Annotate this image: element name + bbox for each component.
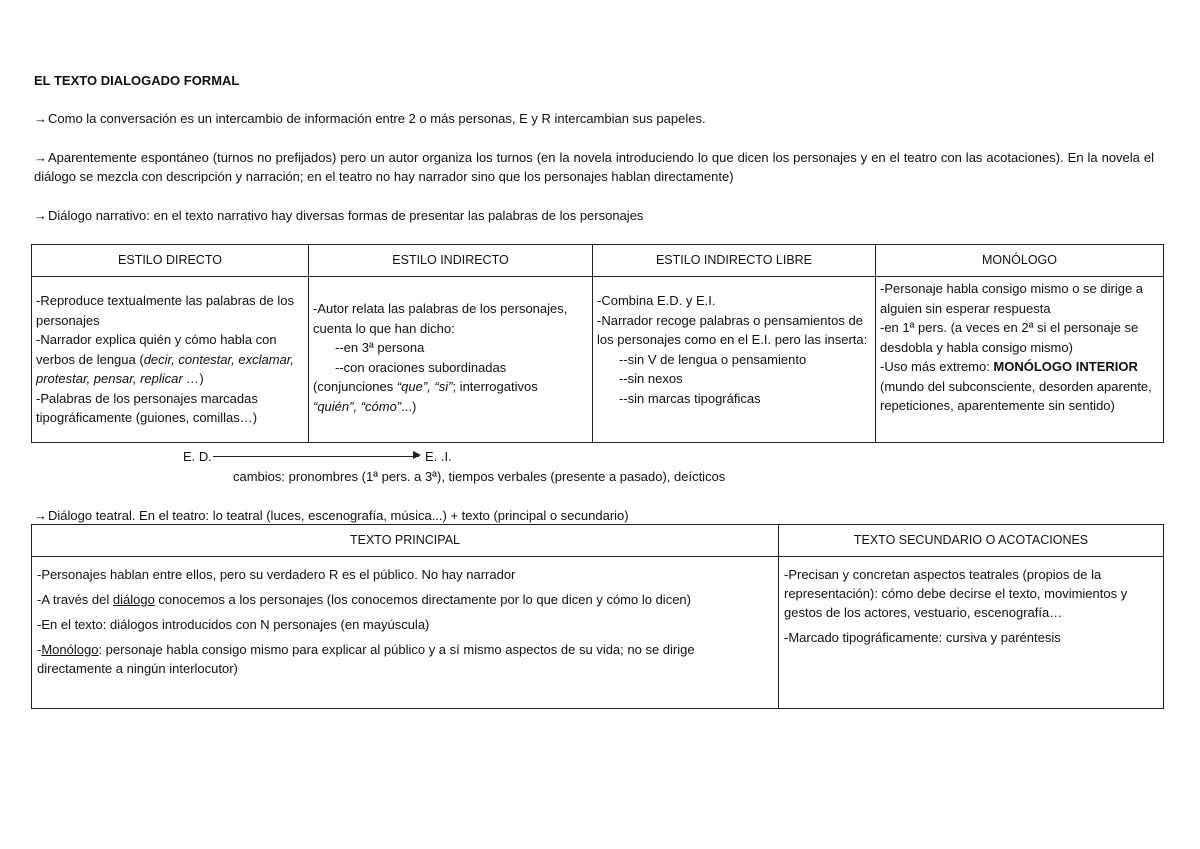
header-estilo-indirecto: ESTILO INDIRECTO: [309, 245, 593, 277]
paragraph-intercambio-text: Como la conversación es un intercambio de información entre 2 o más personas, E y R intercambian sus papeles.: [48, 111, 706, 126]
paragraph-espontaneo-text: Aparentemente espontáneo (turnos no prefijados) pero un autor organiza los turnos (en la novela introduciendo lo que dicen los personajes y en el teatro con las acotaciones). En la novela el diálogo se mezcla con descripción y narración; en el teatro no hay narrador sino que los personajes hablan directamente): [34, 150, 1154, 184]
estilos-body-row: [32, 277, 1164, 443]
indirecto-conjunciones-ejemplo: “que”, “si”: [396, 379, 453, 394]
principal-dialogo-term: diálogo: [112, 592, 155, 607]
header-monologo: MONÓLOGO: [876, 245, 1164, 277]
ed-to-ei-arrow-line: [213, 456, 419, 457]
paragraph-dialogo-narrativo-text: Diálogo narrativo: en el texto narrativo hay diversas formas de presentar las palabras de los personajes: [48, 208, 644, 223]
secundario-p2: -Marcado tipográficamente: cursiva y paréntesis: [784, 630, 1061, 645]
libre-line-4: --sin nexos: [619, 371, 683, 386]
monologo-line-3: [880, 357, 1159, 377]
directo-line-2-end: ): [199, 371, 204, 386]
indirecto-line-5: [313, 397, 588, 417]
monologo-line-1: -Personaje habla consigo mismo o se dirige a alguien sin esperar respuesta: [880, 281, 1144, 316]
document-title: EL TEXTO DIALOGADO FORMAL: [34, 73, 240, 88]
directo-verbos-ejemplo: decir, contestar, exclamar, protestar, pensar, replicar …: [36, 351, 294, 386]
header-texto-principal: TEXTO PRINCIPAL: [32, 525, 779, 557]
texto-teatral-body-row: [32, 557, 1164, 709]
cell-texto-secundario: [779, 557, 1164, 709]
ei-label: E. .I.: [425, 449, 452, 464]
indirecto-line-5-end: ...): [401, 398, 417, 414]
ed-label: E. D.: [183, 449, 212, 464]
indirecto-line-4-text: (conjunciones: [313, 379, 397, 394]
arrow-icon: →: [34, 111, 47, 126]
cell-estilo-indirecto: [309, 277, 593, 443]
cell-texto-principal: [32, 557, 779, 709]
monologo-line-2: -en 1ª pers. (a veces en 2ª si el personaje se desdobla y habla consigo mismo): [880, 320, 1139, 355]
libre-line-1: -Combina E.D. y E.I.: [597, 293, 716, 308]
libre-line-3: --sin V de lengua o pensamiento: [619, 351, 807, 367]
monologo-interior-label: MONÓLOGO INTERIOR: [993, 359, 1138, 374]
directo-line-2: [36, 330, 304, 389]
paragraph-dialogo-teatral: [34, 506, 1154, 525]
principal-monologo-term: Monólogo: [41, 642, 99, 657]
cell-estilo-indirecto-libre: [593, 277, 876, 443]
principal-p2: [37, 590, 773, 609]
texto-teatral-header-row: [32, 525, 1164, 557]
paragraph-dialogo-narrativo: [34, 206, 1154, 225]
estilos-table: [31, 244, 1164, 443]
indirecto-line-3: --con oraciones subordinadas: [335, 359, 507, 375]
principal-p1: -Personajes hablan entre ellos, pero su verdadero R es el público. No hay narrador: [37, 567, 516, 582]
principal-p3: -En el texto: diálogos introducidos con N personajes (en mayúscula): [37, 617, 430, 632]
directo-line-3: -Palabras de los personajes marcadas tipográficamente (guiones, comillas…): [36, 390, 258, 425]
arrow-icon: →: [34, 508, 47, 523]
libre-line-2: -Narrador recoge palabras o pensamientos de los personajes como en el E.I. pero las inserta:: [597, 312, 868, 347]
secundario-p1: -Precisan y concretan aspectos teatrales (propios de la representación): cómo debe decirse el texto, movimientos y gestos de los actores, vestuario, escenografía…: [784, 567, 1128, 620]
indirecto-line-2: --en 3ª persona: [335, 340, 425, 355]
header-estilo-indirecto-libre: ESTILO INDIRECTO LIBRE: [593, 245, 876, 277]
monologo-line-3-text: -Uso más extremo:: [880, 359, 994, 374]
principal-p4-text: -: [37, 642, 42, 657]
indirecto-line-4: [313, 377, 588, 397]
principal-p4-end: : personaje habla consigo mismo para explicar al público y a sí mismo aspectos de su vida; no se dirige directamente a ningún interlocutor): [37, 642, 695, 676]
libre-line-5: --sin marcas tipográficas: [619, 390, 761, 406]
header-estilo-directo: ESTILO DIRECTO: [32, 245, 309, 277]
indirecto-interrogativos-ejemplo: “quién”, “cómo”: [313, 398, 402, 414]
arrow-right-icon: [413, 451, 421, 459]
paragraph-intercambio: [34, 109, 1154, 128]
indirecto-line-4-end: ; interrogativos: [452, 379, 538, 394]
paragraph-espontaneo: [34, 148, 1154, 186]
cell-estilo-directo: [32, 277, 309, 443]
paragraph-dialogo-teatral-text: Diálogo teatral. En el teatro: lo teatral (luces, escenografía, música...) + texto (principal o secundario): [48, 508, 629, 523]
directo-line-2-text: -Narrador explica quién y cómo habla con verbos de lengua (: [36, 332, 277, 367]
monologo-line-4: (mundo del subconsciente, desorden aparente, repeticiones, aparentemente sin sentido): [880, 378, 1152, 413]
principal-p2-text: -A través del: [37, 592, 113, 607]
estilos-header-row: [32, 245, 1164, 277]
cambios-note: cambios: pronombres (1ª pers. a 3ª), tiempos verbales (presente a pasado), deícticos: [233, 469, 726, 484]
principal-p4: [37, 640, 773, 678]
arrow-icon: →: [34, 208, 47, 223]
header-texto-secundario: TEXTO SECUNDARIO O ACOTACIONES: [779, 525, 1164, 557]
directo-line-1: -Reproduce textualmente las palabras de los personajes: [36, 293, 294, 328]
indirecto-line-1: -Autor relata las palabras de los personajes, cuenta lo que han dicho:: [313, 301, 568, 336]
principal-p2-end: conocemos a los personajes (los conocemos directamente por lo que dicen y cómo lo dicen): [154, 592, 691, 607]
cell-monologo: [876, 277, 1164, 443]
arrow-icon: →: [34, 150, 47, 165]
texto-teatral-table: [31, 524, 1164, 709]
